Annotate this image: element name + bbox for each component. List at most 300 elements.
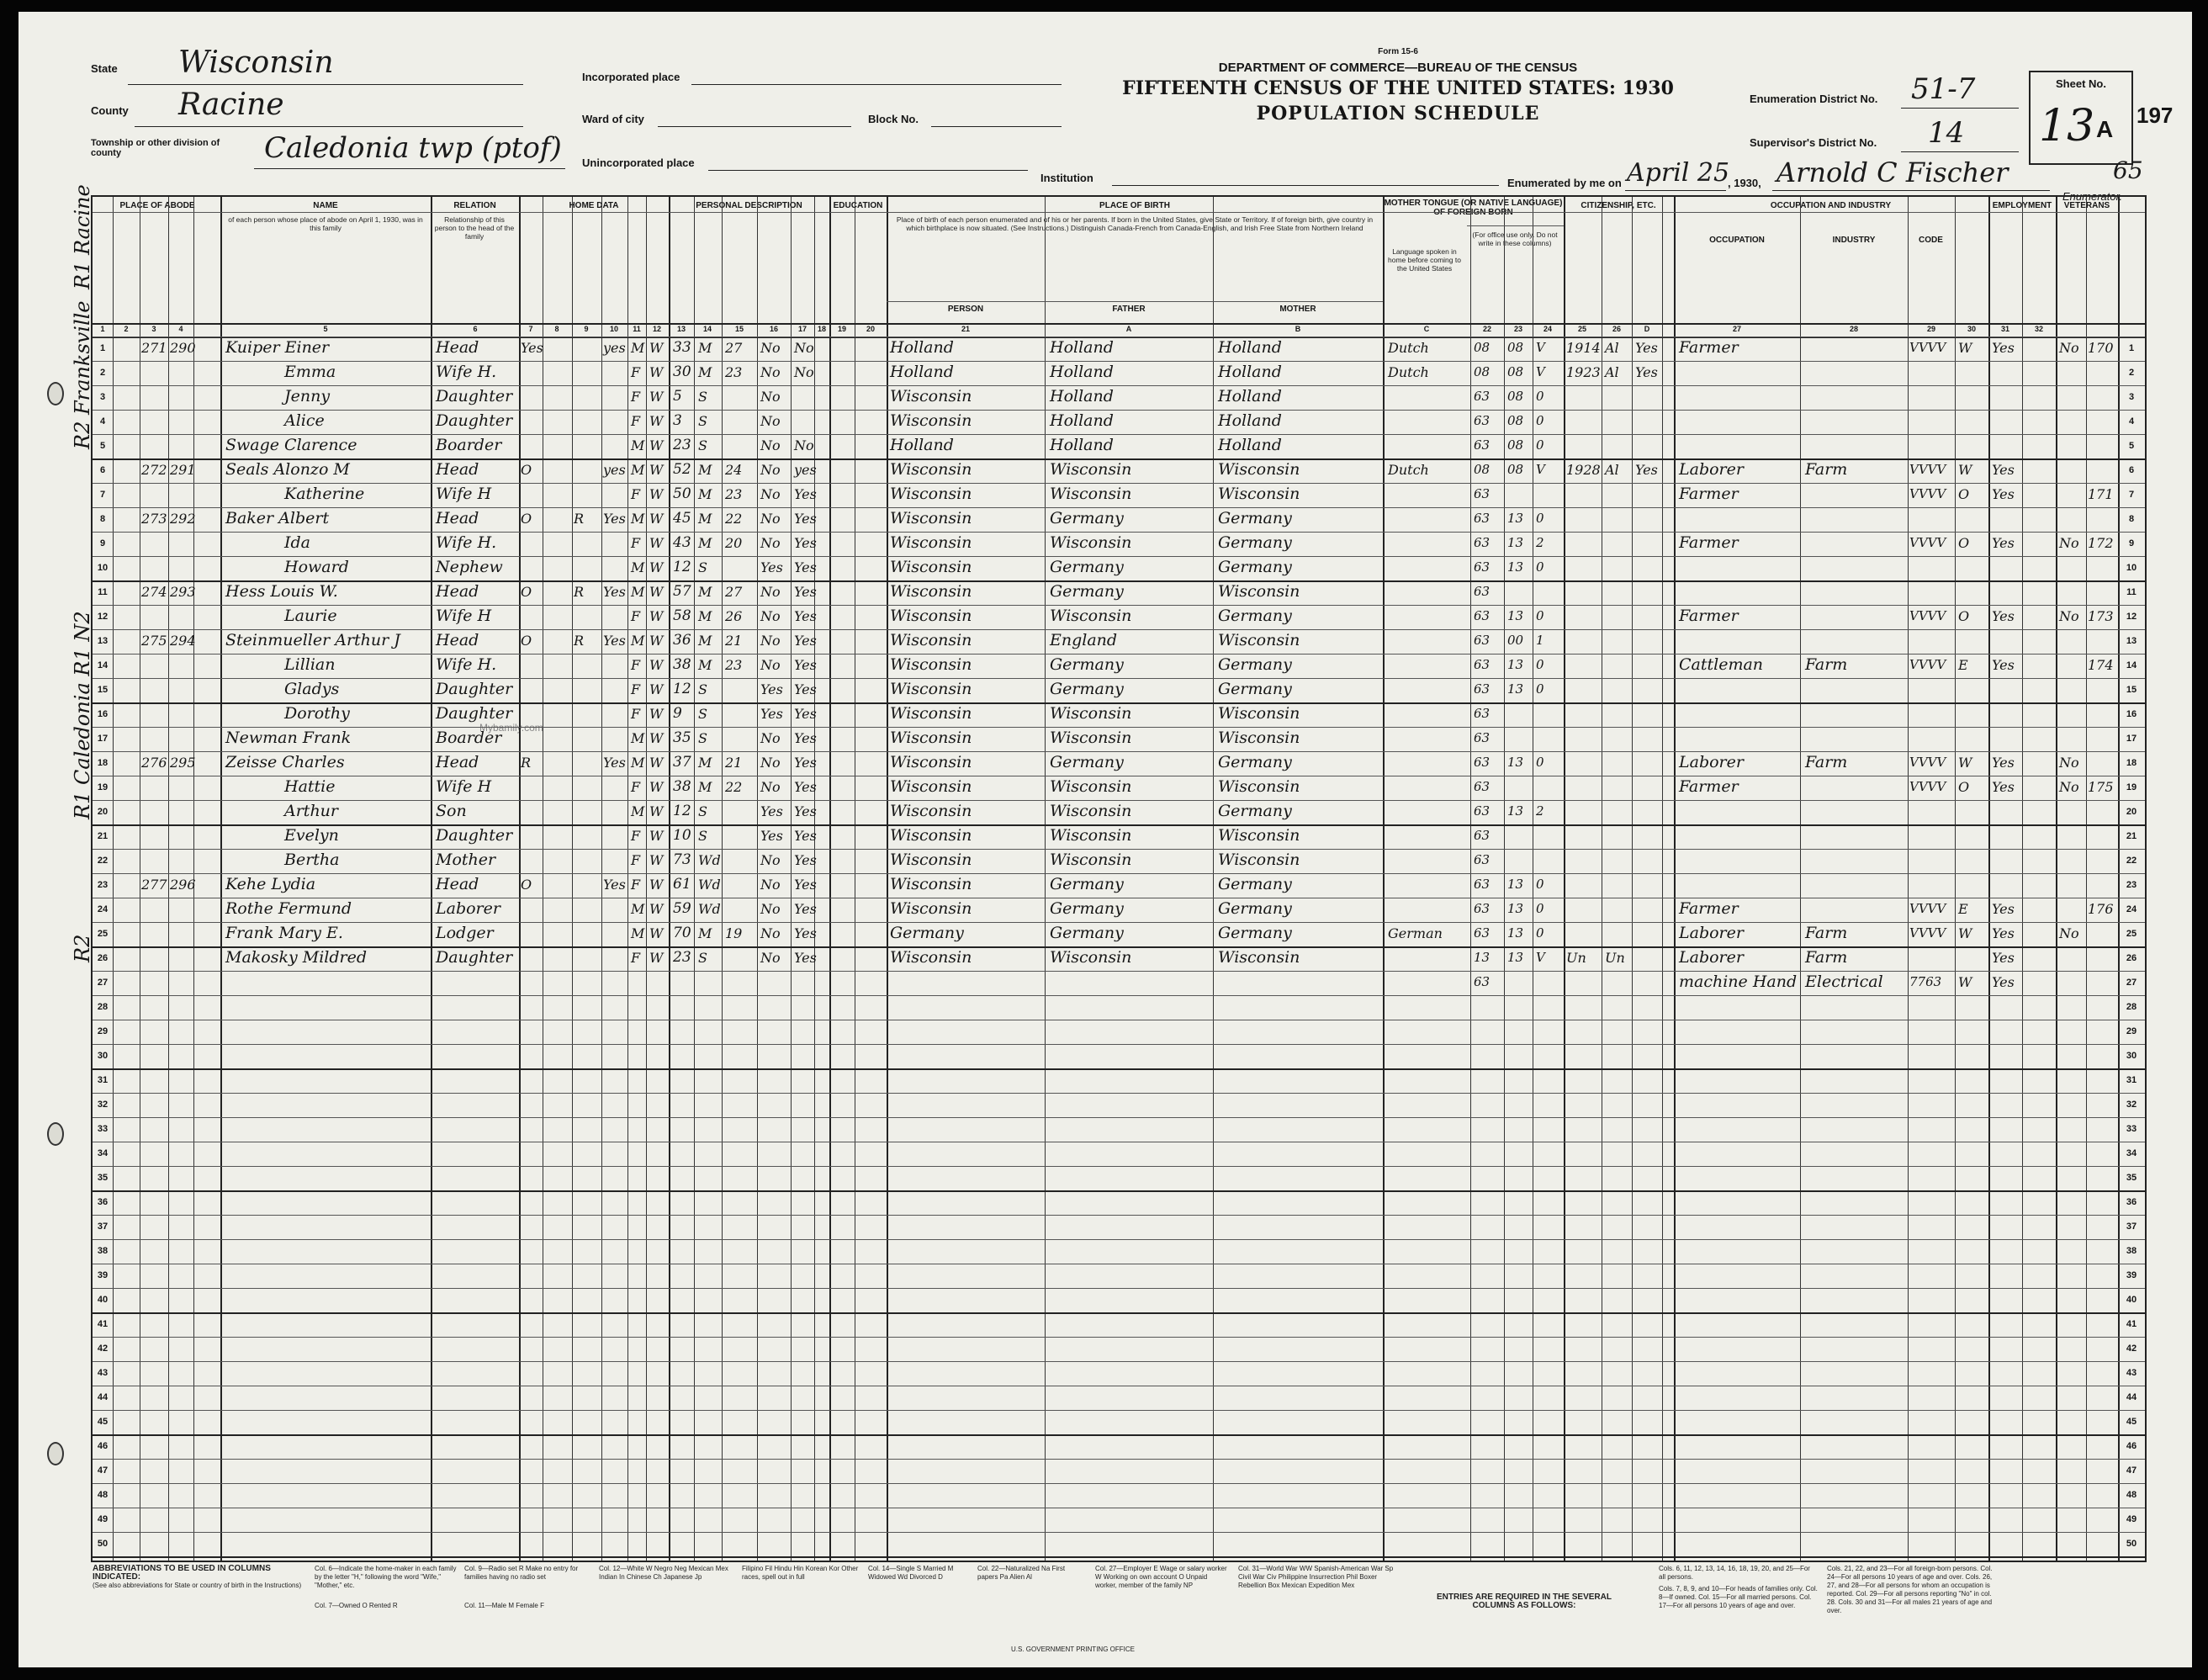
cell-fpob: Wisconsin xyxy=(1050,704,1132,723)
cell-farm: Yes xyxy=(603,633,626,649)
cell-farmsch: 174 xyxy=(2088,657,2114,673)
enumerated-label: Enumerated by me on xyxy=(1507,177,1622,189)
column-rule xyxy=(646,197,647,1561)
column-rule xyxy=(1213,197,1214,1561)
group-relation: RELATION xyxy=(453,201,496,210)
column-rule xyxy=(829,197,831,1561)
column-rule xyxy=(627,197,628,1561)
cell-cc: 0 xyxy=(1536,901,1544,916)
cell-agem: 22 xyxy=(725,511,743,527)
cell-cc: 2 xyxy=(1536,535,1544,550)
cell-ca: 63 xyxy=(1474,437,1491,453)
column-number: 18 xyxy=(817,325,826,333)
column-number: 24 xyxy=(1543,325,1552,333)
cell-cb: 08 xyxy=(1507,364,1524,379)
row-number: 38 xyxy=(97,1246,109,1256)
cell-cb: 08 xyxy=(1507,437,1524,453)
row-number: 31 xyxy=(97,1075,109,1085)
census-table xyxy=(91,195,2147,1562)
cell-fam: 293 xyxy=(170,584,196,600)
row-number-right: 27 xyxy=(2126,978,2137,988)
row-number-right: 50 xyxy=(2126,1539,2137,1549)
cell-read: Yes xyxy=(794,925,817,941)
cell-eng: Yes xyxy=(1635,462,1658,478)
group-home-data: HOME DATA xyxy=(569,201,619,210)
cell-name: Lillian xyxy=(284,655,336,674)
cell-emp: Yes xyxy=(1992,950,2015,966)
cell-pob: Wisconsin xyxy=(890,411,972,430)
cell-imm: Un xyxy=(1566,950,1586,966)
cell-own: O xyxy=(521,584,532,600)
cell-vet: No xyxy=(2059,755,2079,771)
cell-age: 38 xyxy=(673,656,691,673)
cell-rel: Son xyxy=(436,802,467,820)
cell-lang: Dutch xyxy=(1388,340,1429,356)
cell-mpob: Germany xyxy=(1218,899,1292,918)
cell-dw: 271 xyxy=(141,340,167,356)
column-number: C xyxy=(1423,325,1430,333)
cell-sex: F xyxy=(631,706,641,722)
cell-own: O xyxy=(521,633,532,649)
cell-occ: Cattleman xyxy=(1679,655,1764,674)
cell-vet: No xyxy=(2059,779,2079,795)
ward-label: Ward of city xyxy=(582,113,644,125)
column-rule xyxy=(1908,197,1909,1561)
entries-1: Cols. 6, 11, 12, 13, 14, 16, 18, 19, 20, and 25—For all persons. xyxy=(1659,1565,1810,1581)
cell-fpob: Germany xyxy=(1050,582,1124,601)
cell-farmsch: 173 xyxy=(2088,608,2114,624)
cell-age: 10 xyxy=(673,827,691,844)
row-number-right: 45 xyxy=(2126,1417,2137,1427)
cell-mar: S xyxy=(698,413,707,429)
row-number-right: 2 xyxy=(2128,368,2135,378)
cell-cc: 0 xyxy=(1536,413,1544,428)
cell-occ: Laborer xyxy=(1679,948,1744,967)
row-rule xyxy=(93,1288,2145,1289)
cell-mar: S xyxy=(698,803,707,819)
cell-agem: 19 xyxy=(725,925,743,941)
punch-hole xyxy=(47,1122,64,1146)
cell-pob: Wisconsin xyxy=(890,704,972,723)
cell-code: VVVV xyxy=(1909,608,1946,623)
cell-fpob: Holland xyxy=(1050,338,1114,357)
cell-mar: S xyxy=(698,389,707,405)
cell-mpob: Wisconsin xyxy=(1218,826,1300,845)
cell-pob: Wisconsin xyxy=(890,485,972,503)
cell-mpob: Holland xyxy=(1218,338,1282,357)
column-rule xyxy=(2022,197,2023,1561)
cell-sex: F xyxy=(631,486,641,502)
cell-race: W xyxy=(649,901,664,917)
cell-imm: 1914 xyxy=(1566,340,1601,356)
census-title: FIFTEENTH CENSUS OF THE UNITED STATES: 1930 xyxy=(1122,77,1674,99)
cell-sch: Yes xyxy=(760,828,783,844)
page-stamp: 197 xyxy=(2137,103,2174,128)
row-number: 24 xyxy=(97,904,109,914)
cell-cls: O xyxy=(1958,608,1970,624)
row-rule xyxy=(93,1410,2145,1411)
group-birth: PLACE OF BIRTH xyxy=(1099,201,1170,210)
cell-mpob: Wisconsin xyxy=(1218,948,1300,967)
row-rule xyxy=(93,434,2145,435)
cell-name: Ida xyxy=(284,533,310,552)
cell-sex: M xyxy=(631,803,645,819)
cell-mpob: Germany xyxy=(1218,924,1292,942)
cell-cb: 08 xyxy=(1507,462,1524,477)
row-number: 43 xyxy=(97,1368,109,1378)
cell-imm: 1928 xyxy=(1566,462,1601,478)
cell-code: VVVV xyxy=(1909,779,1946,794)
row-number: 14 xyxy=(97,660,109,670)
cell-rel: Head xyxy=(436,338,479,357)
column-number: 32 xyxy=(2034,325,2043,333)
cell-sch: Yes xyxy=(760,706,783,722)
cell-cc: 0 xyxy=(1536,511,1544,526)
cell-emp: Yes xyxy=(1992,657,2015,673)
cell-mar: M xyxy=(698,486,712,502)
cell-age: 12 xyxy=(673,681,691,697)
cell-name: Bertha xyxy=(284,851,340,869)
cell-age: 61 xyxy=(673,876,691,893)
cell-read: No xyxy=(794,437,814,453)
cell-cb: 13 xyxy=(1507,803,1524,819)
cell-cc: 0 xyxy=(1536,657,1544,672)
cell-age: 43 xyxy=(673,534,691,551)
cell-cb: 13 xyxy=(1507,681,1524,697)
cell-ca: 63 xyxy=(1474,706,1491,721)
cell-pob: Holland xyxy=(890,338,954,357)
cell-ca: 08 xyxy=(1474,462,1491,477)
cell-ca: 13 xyxy=(1474,950,1491,965)
abbr-col31: Col. 31—World War WW Spanish-American War Sp Civil War Civ Philippine Insurrection Phil Boxer Rebellion Box Mexican Expedition Mex xyxy=(1238,1565,1394,1589)
row-number-right: 16 xyxy=(2126,709,2137,719)
cell-sch: No xyxy=(760,608,781,624)
column-number: 27 xyxy=(1732,325,1741,333)
cell-agem: 23 xyxy=(725,486,743,502)
subhead-father: FATHER xyxy=(1112,305,1146,314)
cell-nat: Al xyxy=(1605,340,1619,356)
cell-fam: 292 xyxy=(170,511,196,527)
cell-ca: 63 xyxy=(1474,755,1491,770)
row-number-right: 30 xyxy=(2126,1051,2137,1061)
cell-ca: 63 xyxy=(1474,974,1491,989)
row-rule xyxy=(93,1483,2145,1484)
cell-farm: Yes xyxy=(603,584,626,600)
group-citizenship: CITIZENSHIP, ETC. xyxy=(1581,201,1656,210)
cell-age: 33 xyxy=(673,339,691,356)
cell-name: Kehe Lydia xyxy=(225,875,316,893)
row-rule xyxy=(93,1459,2145,1460)
cell-rel: Head xyxy=(436,753,479,771)
enum-date: April 25 xyxy=(1627,158,1730,188)
cell-age: 30 xyxy=(673,363,691,380)
cell-ca: 63 xyxy=(1474,413,1491,428)
cell-own: R xyxy=(521,755,532,771)
cell-mar: M xyxy=(698,608,712,624)
cell-read: Yes xyxy=(794,779,817,795)
cell-farm: yes xyxy=(603,340,626,356)
cell-age: 50 xyxy=(673,485,691,502)
sheet-number: 13 xyxy=(2039,101,2095,151)
row-number-right: 35 xyxy=(2126,1173,2137,1183)
column-rule xyxy=(1955,197,1956,1561)
row-rule xyxy=(93,1093,2145,1094)
cell-pob: Wisconsin xyxy=(890,582,972,601)
row-number: 20 xyxy=(97,807,109,817)
cell-farmsch: 176 xyxy=(2088,901,2114,917)
cell-agem: 20 xyxy=(725,535,743,551)
incorporated-label: Incorporated place xyxy=(582,71,680,83)
column-number: 22 xyxy=(1482,325,1491,333)
cell-cc: 0 xyxy=(1536,389,1544,404)
cell-radio: R xyxy=(574,511,585,527)
cell-age: 37 xyxy=(673,754,691,771)
county-value: Racine xyxy=(178,87,284,122)
cell-race: W xyxy=(649,340,664,356)
cell-rel: Wife H xyxy=(436,777,492,796)
cell-own: O xyxy=(521,511,532,527)
cell-sch: No xyxy=(760,730,781,746)
cell-name: Laurie xyxy=(284,607,337,625)
cell-race: W xyxy=(649,535,664,551)
sheet-letter: A xyxy=(2096,116,2114,142)
cell-name: Frank Mary E. xyxy=(225,924,343,942)
column-number: 29 xyxy=(1926,325,1935,333)
cell-farm: yes xyxy=(603,462,626,478)
subhead-occupation: OCCUPATION xyxy=(1709,236,1765,245)
cell-sch: No xyxy=(760,462,781,478)
column-number: 4 xyxy=(178,325,183,333)
row-number-right: 40 xyxy=(2126,1295,2137,1305)
cell-name: Arthur xyxy=(284,802,338,820)
cell-mar: Wd xyxy=(698,901,721,917)
cell-fpob: Wisconsin xyxy=(1050,826,1132,845)
cell-race: W xyxy=(649,486,664,502)
cell-read: Yes xyxy=(794,511,817,527)
cell-cb: 08 xyxy=(1507,389,1524,404)
cell-pob: Wisconsin xyxy=(890,607,972,625)
cell-pob: Germany xyxy=(890,924,964,942)
cell-fpob: Wisconsin xyxy=(1050,607,1132,625)
side-note: R2 Franksville xyxy=(71,300,94,449)
cell-mpob: Germany xyxy=(1218,607,1292,625)
cell-sch: Yes xyxy=(760,559,783,575)
column-number: 10 xyxy=(609,325,618,333)
language-description: Language spoken in home before coming to the United States xyxy=(1388,247,1461,273)
cell-race: W xyxy=(649,389,664,405)
row-rule xyxy=(93,385,2145,386)
column-number: 3 xyxy=(151,325,156,333)
cell-fpob: Germany xyxy=(1050,655,1124,674)
cell-ca: 63 xyxy=(1474,779,1491,794)
cell-cls: W xyxy=(1958,755,1972,771)
cell-mar: M xyxy=(698,584,712,600)
cell-rel: Wife H. xyxy=(436,533,497,552)
column-number: 2 xyxy=(124,325,129,333)
cell-fpob: Holland xyxy=(1050,363,1114,381)
cell-cls: W xyxy=(1958,974,1972,990)
cell-sex: F xyxy=(631,877,641,893)
cell-sex: M xyxy=(631,901,645,917)
group-employment: EMPLOYMENT xyxy=(1992,201,2052,210)
cell-name: Dorothy xyxy=(284,704,350,723)
row-number: 3 xyxy=(99,392,106,402)
cell-age: 36 xyxy=(673,632,691,649)
cell-farmsch: 170 xyxy=(2088,340,2114,356)
row-number: 44 xyxy=(97,1392,109,1402)
row-number-right: 4 xyxy=(2128,416,2135,427)
cell-name: Jenny xyxy=(284,387,331,405)
cell-ca: 08 xyxy=(1474,364,1491,379)
group-personal: PERSONAL DESCRIPTION xyxy=(696,201,802,210)
cell-fam: 291 xyxy=(170,462,196,478)
cell-name: Emma xyxy=(284,363,336,381)
row-number: 13 xyxy=(97,636,109,646)
column-rule xyxy=(1800,197,1801,1561)
cell-sex: M xyxy=(631,755,645,771)
row-rule xyxy=(93,1190,2145,1192)
cell-cb: 00 xyxy=(1507,633,1524,648)
cell-fpob: Wisconsin xyxy=(1050,851,1132,869)
cell-sch: No xyxy=(760,950,781,966)
cell-read: Yes xyxy=(794,803,817,819)
cell-age: 59 xyxy=(673,900,691,917)
cell-mpob: Wisconsin xyxy=(1218,729,1300,747)
cell-nat: Al xyxy=(1605,364,1619,380)
department-heading: DEPARTMENT OF COMMERCE—BUREAU OF THE CENSUS xyxy=(1218,61,1578,75)
cell-read: Yes xyxy=(794,559,817,575)
row-number-right: 21 xyxy=(2126,831,2137,841)
cell-sex: M xyxy=(631,559,645,575)
cell-fpob: Germany xyxy=(1050,924,1124,942)
cell-agem: 21 xyxy=(725,755,743,771)
column-number: 31 xyxy=(2000,325,2009,333)
column-number: 21 xyxy=(961,325,970,333)
cell-ca: 63 xyxy=(1474,559,1491,575)
cell-name: Gladys xyxy=(284,680,340,698)
cell-rel: Wife H xyxy=(436,607,492,625)
cell-race: W xyxy=(649,803,664,819)
cell-cb: 13 xyxy=(1507,950,1524,965)
column-rule xyxy=(1383,197,1385,1561)
cell-sch: No xyxy=(760,852,781,868)
cell-mpob: Germany xyxy=(1218,875,1292,893)
cell-fpob: Germany xyxy=(1050,899,1124,918)
cell-mpob: Wisconsin xyxy=(1218,582,1300,601)
row-number: 15 xyxy=(97,685,109,695)
schedule-title: POPULATION SCHEDULE xyxy=(1256,103,1540,125)
row-number: 48 xyxy=(97,1490,109,1500)
cell-read: Yes xyxy=(794,584,817,600)
punch-hole xyxy=(47,1442,64,1465)
cell-dw: 277 xyxy=(141,877,167,893)
unincorporated-label: Unincorporated place xyxy=(582,156,695,169)
row-number-right: 25 xyxy=(2126,929,2137,939)
cell-ind: Farm xyxy=(1805,460,1848,479)
cell-age: 23 xyxy=(673,437,691,453)
row-number-right: 5 xyxy=(2128,441,2135,451)
cell-name: Hess Louis W. xyxy=(225,582,338,601)
cell-ca: 63 xyxy=(1474,681,1491,697)
cell-emp: Yes xyxy=(1992,779,2015,795)
cell-agem: 24 xyxy=(725,462,743,478)
cell-name: Katherine xyxy=(284,485,365,503)
cell-vet: No xyxy=(2059,608,2079,624)
column-rule xyxy=(601,197,602,1561)
row-number: 35 xyxy=(97,1173,109,1183)
row-number-right: 9 xyxy=(2128,538,2135,549)
cell-cc: 0 xyxy=(1536,681,1544,697)
cell-occ: Farmer xyxy=(1679,777,1739,796)
row-number-right: 37 xyxy=(2126,1222,2137,1232)
cell-fpob: Germany xyxy=(1050,753,1124,771)
name-description: of each person whose place of abode on April 1, 1930, was in this family xyxy=(228,215,423,232)
cell-read: Yes xyxy=(794,901,817,917)
column-number: 25 xyxy=(1577,325,1586,333)
side-note: R1 Racine xyxy=(71,184,94,289)
cell-cb: 13 xyxy=(1507,755,1524,770)
state-value: Wisconsin xyxy=(178,45,334,80)
row-number-right: 43 xyxy=(2126,1368,2137,1378)
cell-age: 35 xyxy=(673,729,691,746)
cell-read: No xyxy=(794,340,814,356)
cell-age: 73 xyxy=(673,851,691,868)
cell-rel: Mother xyxy=(436,851,496,869)
row-rule xyxy=(1467,225,1564,226)
cell-race: W xyxy=(649,413,664,429)
cell-mpob: Wisconsin xyxy=(1218,631,1300,649)
cell-mar: Wd xyxy=(698,877,721,893)
side-note: R2 xyxy=(71,934,94,962)
row-number-right: 46 xyxy=(2126,1441,2137,1451)
row-number: 41 xyxy=(97,1319,109,1329)
column-rule xyxy=(2118,197,2120,1561)
birth-description: Place of birth of each person enumerated and of his or her parents. If born in the United States, give State or Territory. If of foreign birth, give country in which birthplace is now situated. (See Instructions.) Distinguish Canada-French from Canada-English, and Irish Free State from Northern Ireland xyxy=(896,215,1374,232)
cell-name: Kuiper Einer xyxy=(225,338,330,357)
subhead-industry: INDUSTRY xyxy=(1832,236,1876,245)
cell-race: W xyxy=(649,437,664,453)
cell-emp: Yes xyxy=(1992,974,2015,990)
cell-code: VVVV xyxy=(1909,340,1946,355)
abbr-col27: Col. 27—Employer E Wage or salary worker W Working on own account O Unpaid worker, member of the family NP xyxy=(1095,1565,1227,1589)
cell-mar: S xyxy=(698,828,707,844)
cell-sex: F xyxy=(631,852,641,868)
cell-dw: 272 xyxy=(141,462,167,478)
column-number: 9 xyxy=(584,325,589,333)
cell-sex: F xyxy=(631,535,641,551)
cell-mpob: Germany xyxy=(1218,753,1292,771)
cell-age: 5 xyxy=(673,388,682,405)
cell-fpob: Wisconsin xyxy=(1050,729,1132,747)
cell-name: Zeisse Charles xyxy=(225,753,345,771)
row-number-right: 18 xyxy=(2126,758,2137,768)
cell-cb: 13 xyxy=(1507,511,1524,526)
row-number: 22 xyxy=(97,856,109,866)
column-rule xyxy=(1470,197,1471,1561)
cell-ind: Electrical xyxy=(1805,972,1883,991)
cell-rel: Daughter xyxy=(436,680,513,698)
column-rule xyxy=(1632,197,1633,1561)
row-number-right: 32 xyxy=(2126,1100,2137,1110)
row-number: 18 xyxy=(97,758,109,768)
cell-cc: 0 xyxy=(1536,559,1544,575)
cell-rel: Nephew xyxy=(436,558,503,576)
column-rule xyxy=(2056,197,2057,1561)
row-number: 1 xyxy=(99,343,106,353)
row-number-right: 19 xyxy=(2126,782,2137,792)
cell-cc: V xyxy=(1536,462,1545,477)
cell-sch: No xyxy=(760,511,781,527)
